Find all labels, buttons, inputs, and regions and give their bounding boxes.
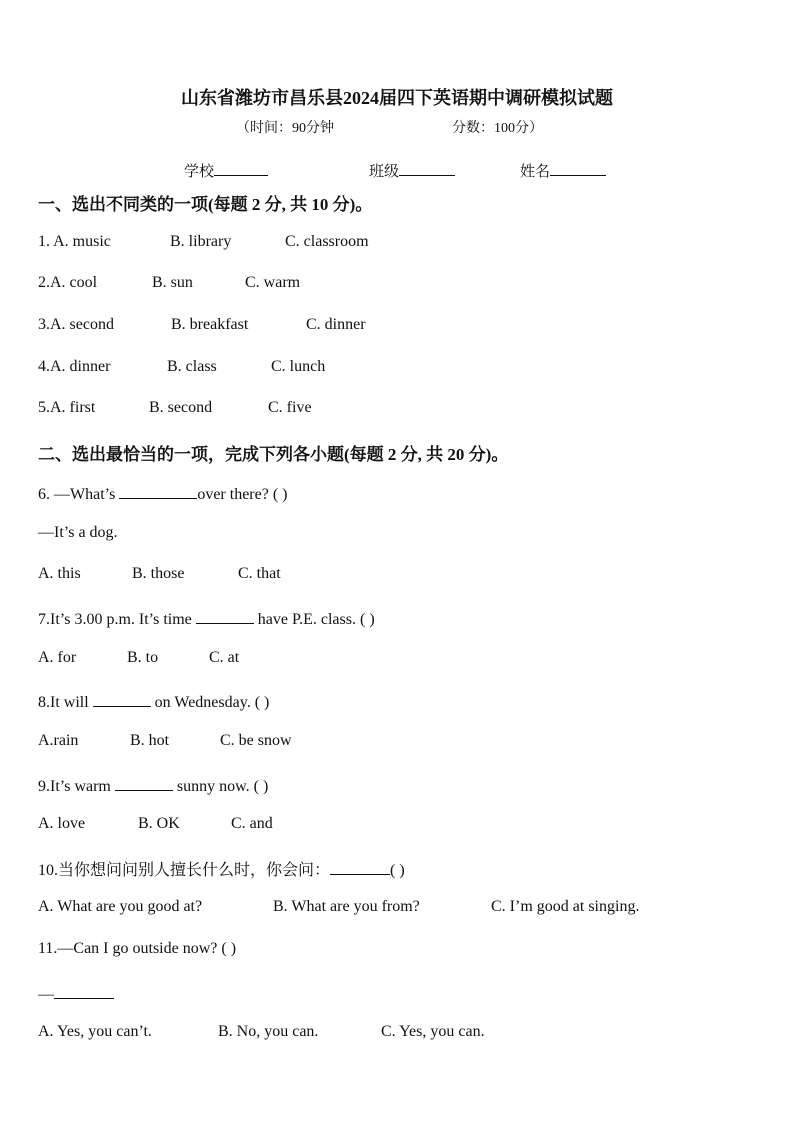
name-label: 姓名	[520, 164, 551, 180]
class-field	[369, 160, 455, 181]
option-b: B. hot	[130, 732, 170, 749]
option-c: C. Yes, you can.	[381, 1023, 485, 1040]
option-c: C. five	[268, 399, 312, 416]
page-title: 山东省潍坊市昌乐县2024届四下英语期中调研模拟试题	[181, 88, 613, 108]
option-b: B. second	[149, 399, 213, 416]
option-b: B. sun	[152, 274, 193, 291]
question-text-end: over there? ( )	[197, 486, 288, 503]
name-blank[interactable]	[550, 161, 606, 176]
option-c: C. that	[238, 565, 281, 582]
class-blank[interactable]	[399, 161, 455, 176]
option-a: A. for	[38, 649, 77, 666]
answer-blank[interactable]	[54, 982, 114, 999]
question-text: 7.It’s 3.00 p.m. It’s time	[38, 611, 196, 628]
question-text: 9.It’s warm	[38, 778, 115, 795]
option-b: B. class	[167, 358, 217, 375]
school-field	[184, 160, 268, 181]
option-b: B. What are you from?	[273, 898, 420, 915]
section-2-heading: 二、选出最恰当的一项，完成下列各小题(每题 2 分, 共 20 分)。	[38, 445, 509, 464]
option-a: 2.A. cool	[38, 274, 98, 291]
question-7	[38, 607, 375, 629]
question-text: 6. —What’s	[38, 486, 120, 503]
option-b: B. breakfast	[171, 316, 249, 333]
question-8	[38, 690, 269, 712]
question-text-end: have P.E. class. ( )	[253, 611, 375, 628]
option-c: C. warm	[245, 274, 301, 291]
answer-blank[interactable]	[119, 482, 197, 499]
question-text: 10.当你想问问别人擅长什么时，你会问：	[38, 862, 331, 879]
answer-blank[interactable]	[93, 690, 151, 707]
question-11: 11.—Can I go outside now? ( )	[38, 940, 237, 957]
section-1-heading: 一、选出不同类的一项(每题 2 分, 共 10 分)。	[38, 195, 373, 214]
option-a: 5.A. first	[38, 399, 96, 416]
question-text: 8.It will	[38, 694, 93, 711]
question-9	[38, 774, 268, 796]
answer-blank[interactable]	[330, 858, 390, 875]
answer-blank[interactable]	[115, 774, 173, 791]
option-c: C. and	[231, 815, 273, 832]
answer-blank[interactable]	[196, 607, 254, 624]
list-item	[38, 233, 111, 251]
list-item	[38, 316, 114, 334]
option-c: C. dinner	[306, 316, 366, 333]
reply-dash: —	[38, 986, 54, 1003]
question-text-end: ( )	[390, 862, 405, 879]
option-a: A. Yes, you can’t.	[38, 1023, 152, 1040]
option-b: B. library	[170, 233, 232, 250]
name-field	[520, 160, 606, 181]
question-text-end: on Wednesday. ( )	[150, 694, 270, 711]
list-item	[38, 399, 95, 417]
school-label: 学校	[184, 164, 215, 180]
option-a: 4.A. dinner	[38, 358, 111, 375]
list-item	[38, 358, 110, 376]
question-text-end: sunny now. ( )	[172, 778, 269, 795]
option-c: C. classroom	[285, 233, 369, 250]
exam-time: （时间：90分钟	[236, 121, 334, 136]
question-6	[38, 482, 288, 504]
option-a: A. love	[38, 815, 86, 832]
option-c: C. lunch	[271, 358, 326, 375]
option-c: C. I’m good at singing.	[491, 898, 640, 915]
option-a: 3.A. second	[38, 316, 114, 333]
option-c: C. be snow	[220, 732, 292, 749]
question-6-reply: —It’s a dog.	[38, 524, 118, 541]
class-label: 班级	[369, 164, 400, 180]
list-item	[38, 274, 97, 292]
question-10	[38, 857, 405, 880]
option-b: B. those	[132, 565, 185, 582]
option-b: B. to	[127, 649, 159, 666]
option-a: A.rain	[38, 732, 79, 749]
exam-score: 分数：100分）	[452, 121, 543, 136]
option-a: A. What are you good at?	[38, 898, 203, 915]
option-a: A. this	[38, 565, 81, 582]
option-b: B. OK	[138, 815, 180, 832]
option-b: B. No, you can.	[218, 1023, 319, 1040]
school-blank[interactable]	[214, 161, 268, 176]
option-c: C. at	[209, 649, 240, 666]
question-11-reply	[38, 982, 114, 1004]
option-a: 1. A. music	[38, 233, 111, 250]
